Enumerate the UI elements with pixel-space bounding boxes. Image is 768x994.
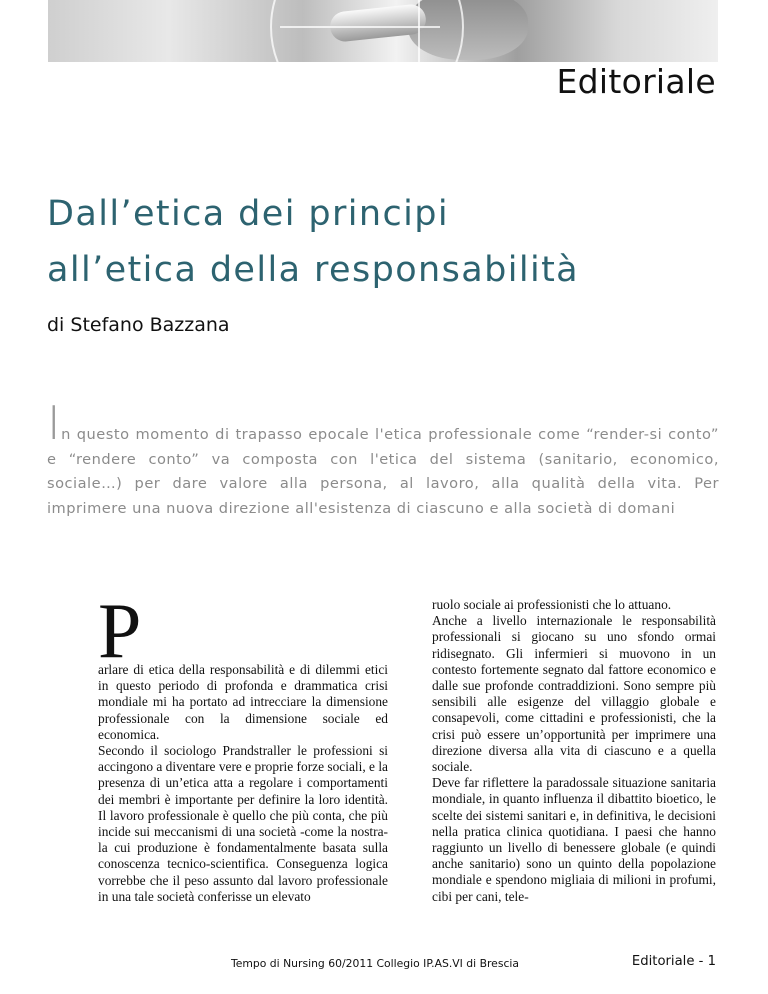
- body-paragraph: ruolo sociale ai professionisti che lo attuano.: [432, 597, 672, 612]
- lead-drop-cap: I: [47, 396, 62, 450]
- lead-text: n questo momento di trapasso epocale l'etica professionale come “render-si conto” e “rendere conto” va composta con l'etica del sistema (sanitario, economico, sociale…) per dare valore alla persona, al lavoro, alla qualità della vita. Per imprimere una nuova direzione all'esistenza di ciascuno e alla società di domani: [47, 426, 719, 517]
- page-footer: [0, 954, 768, 976]
- article-title-line-2: all’etica della responsabilità: [47, 250, 580, 290]
- article-title: [47, 186, 727, 298]
- header-photo-crosshair-ring: [270, 0, 464, 62]
- body-drop-cap: P: [98, 587, 142, 674]
- header-photo: [48, 0, 718, 62]
- header-photo-crosshair-vertical: [418, 0, 420, 62]
- body-column-right: [432, 597, 716, 905]
- body-paragraph: Anche a livello internazionale le responsabilità professionali si giocano su uno sfondo ormai ridisegnato. Gli infermieri si muovono in un contesto fortemente segnato dal fattore economico e dalle sue profonde contraddizioni. Sono sempre più sensibili alle esigenze del villaggio globale e consapevoli, come cittadini e professionisti, che la crisi può essere un’opportunità per imprimere una direzione diversa alla vita di ciascuno e a quella sociale.: [432, 613, 716, 775]
- section-label: Editoriale: [556, 62, 716, 101]
- body-paragraph: Secondo il sociologo Prandstraller le professioni si accingono a diventare vere e proprie forze sociali, e la presenza di un’etica atta a regolare i comportamenti dei membri è importante per definire la loro identità. Il lavoro professionale è quello che più conta, che più incide sui meccanismi di una società -come la nostra- la cui produzione è fondamentalmente basata sulla conoscenza tecnico-scientifica. Conseguenza logica vorrebbe che il peso assunto dal lavoro professionale in una tale società conferisse un elevato: [98, 743, 388, 904]
- header-photo-crosshair-horizontal: [280, 26, 440, 28]
- body-column-left: [98, 587, 388, 905]
- footer-credit: Tempo di Nursing 60/2011 Collegio IP.AS.VI di Brescia: [231, 957, 520, 970]
- body-paragraph: arlare di etica della responsabilità e di dilemmi etici in questo periodo di profonda e drammatica crisi mondiale mi ha portato ad intrecciare la dimensione professionale con la dimensione sociale ed economica.: [98, 662, 388, 742]
- article-author: di Stefano Bazzana: [47, 314, 230, 336]
- body-paragraph: Deve far riflettere la paradossale situazione sanitaria mondiale, in quanto influenza il dibattito bioetico, le scelte dei sistemi sanitari e, in definitiva, le decisioni nella pratica clinica quotidiana. I paesi che hanno raggiunto un livello di benessere globale (e quindi anche sanitario) sono un quinto della popolazione mondiale e spendono migliaia di milioni in profumi, cibi per cani, tele-: [432, 775, 716, 904]
- page-number: Editoriale - 1: [631, 954, 716, 969]
- article-lead: [47, 396, 719, 521]
- article-title-line-1: Dall’etica dei principi: [47, 194, 449, 234]
